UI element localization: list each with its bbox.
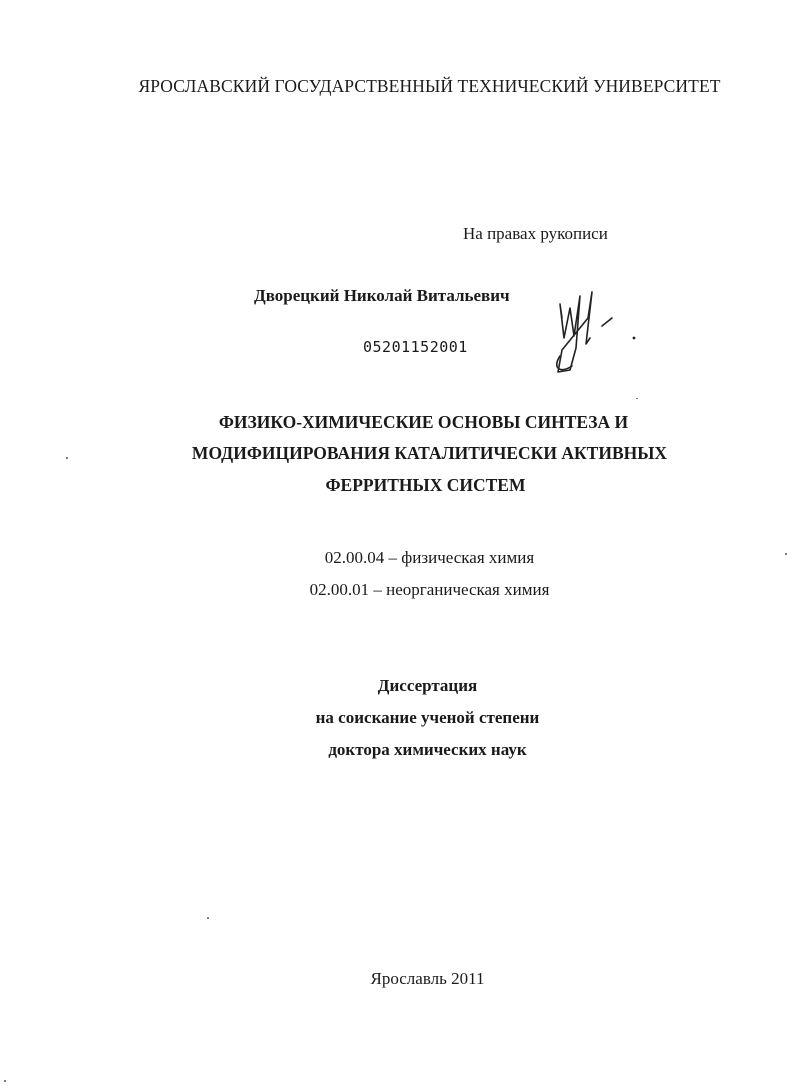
specialty-line-2: 02.00.01 – неорганическая химия [309,580,550,599]
scan-speck [66,457,68,459]
title-line-2: МОДИФИЦИРОВАНИЯ КАТАЛИТИЧЕСКИ АКТИВНЫХ [191,443,668,463]
specialty-line-1: 02.00.04 – физическая химия [324,548,535,567]
title-line-3: ФЕРРИТНЫХ СИСТЕМ [325,475,526,495]
author-name: Дворецкий Николай Витальевич [254,286,510,305]
scan-speck [207,917,209,919]
university-name: ЯРОСЛАВСКИЙ ГОСУДАРСТВЕННЫЙ ТЕХНИЧЕСКИЙ УНИВЕРСИТЕТ [138,76,721,96]
handwritten-signature [530,278,660,388]
scan-speck [785,553,787,555]
scan-speck [4,1080,6,1082]
degree-field-line: доктора химических наук [328,740,527,759]
degree-line: на соискание ученой степени [315,708,540,727]
manuscript-note: На правах рукописи [463,224,608,243]
scan-speck [636,398,638,399]
document-code: 05201152001 [363,338,468,356]
city-year: Ярославль 2011 [370,969,485,988]
dissertation-label: Диссертация [377,676,478,695]
title-line-1: ФИЗИКО-ХИМИЧЕСКИЕ ОСНОВЫ СИНТЕЗА И [218,412,629,432]
